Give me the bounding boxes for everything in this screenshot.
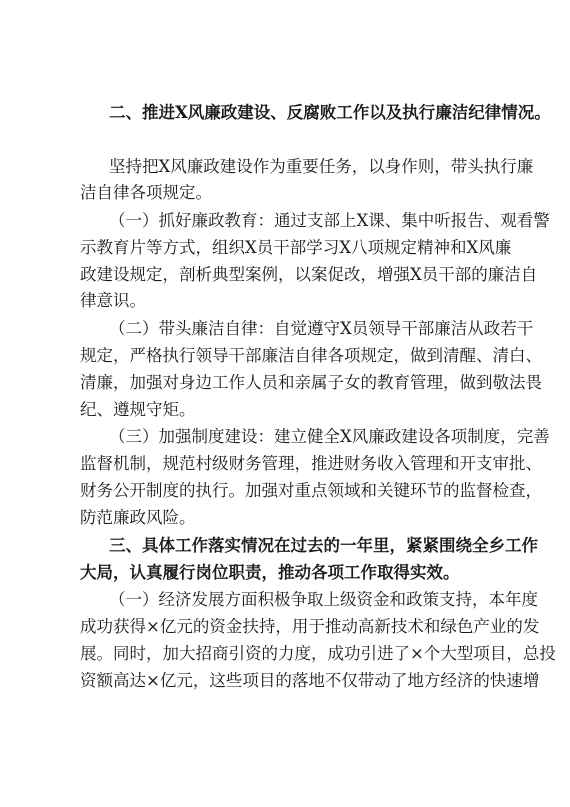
paragraph-line: （一）抓好廉政教育：通过支部上X课、集中听报告、观看警 bbox=[109, 211, 550, 230]
paragraph-line: （二）带头廉洁自律：自觉遵守X员领导干部廉洁从政若干 bbox=[109, 319, 534, 338]
paragraph-line: 律意识。 bbox=[80, 291, 146, 310]
paragraph-line: 示教育片等方式，组织X员干部学习X八项规定精神和X风廉 bbox=[80, 238, 512, 257]
section-heading-3-cont: 大局，认真履行岗位职责，推动各项工作取得实效。 bbox=[80, 563, 460, 582]
paragraph-line: （一）经济发展方面积极争取上级资金和政策支持，本年度 bbox=[109, 590, 538, 609]
paragraph-line: 展。同时，加大招商引资的力度，成功引进了×个大型项目，总投 bbox=[80, 644, 556, 663]
paragraph-line: 坚持把X风廉政建设作为重要任务，以身作则，带头执行廉 bbox=[109, 157, 534, 176]
paragraph-line: 资额高达×亿元，这些项目的落地不仅带动了地方经济的快速增 bbox=[80, 671, 540, 690]
paragraph-line: 防范廉政风险。 bbox=[80, 508, 196, 527]
paragraph-line: 财务公开制度的执行。加强对重点领域和关键环节的监督检查， bbox=[80, 481, 542, 500]
paragraph-line: 清廉，加强对身边工作人员和亲属子女的教育管理，做到敬法畏 bbox=[80, 373, 542, 392]
paragraph-line: （三）加强制度建设：建立健全X风廉政建设各项制度，完善 bbox=[109, 427, 550, 446]
paragraph-line: 规定，严格执行领导干部廉洁自律各项规定，做到清醒、清白、 bbox=[80, 346, 542, 365]
section-heading-2: 二、推进X风廉政建设、反腐败工作以及执行廉洁纪律情况。 bbox=[109, 103, 551, 122]
paragraph-line: 纪、遵规守矩。 bbox=[80, 400, 196, 419]
paragraph-line: 政建设规定，剖析典型案例，以案促改，增强X员干部的廉洁自 bbox=[80, 265, 538, 284]
section-heading-3: 三、具体工作落实情况在过去的一年里，紧紧围绕全乡工作 bbox=[109, 536, 538, 555]
paragraph-line: 监督机制，规范村级财务管理，推进财务收入管理和开支审批、 bbox=[80, 454, 542, 473]
paragraph-line: 洁自律各项规定。 bbox=[80, 183, 212, 202]
paragraph-line: 成功获得×亿元的资金扶持，用于推动高新技术和绿色产业的发 bbox=[80, 617, 540, 636]
